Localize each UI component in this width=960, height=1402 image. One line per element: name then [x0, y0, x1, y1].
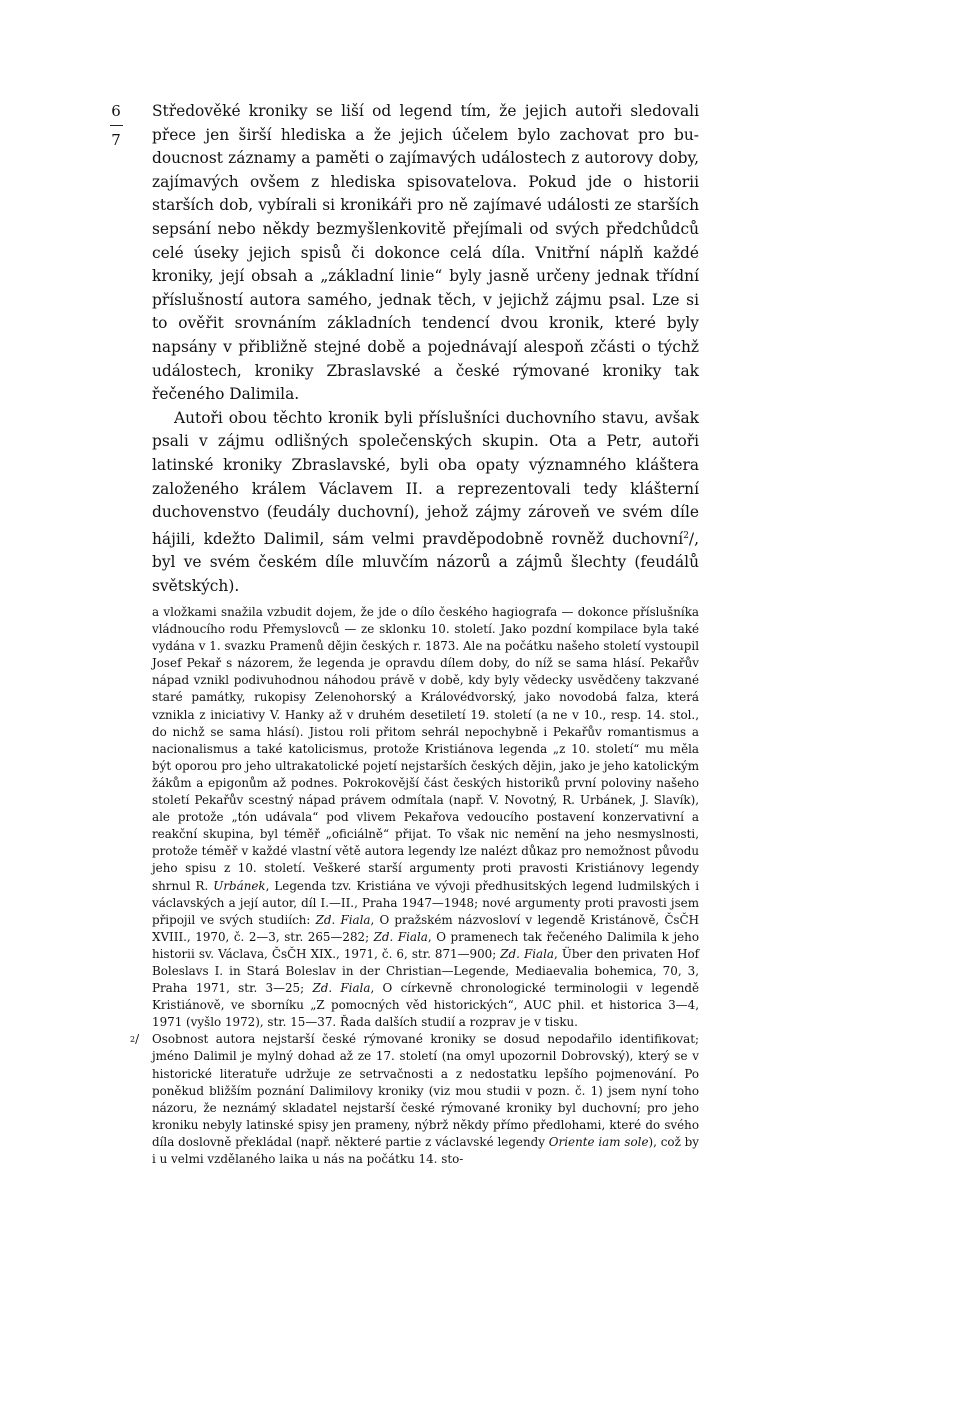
- page-number-bottom: 7: [111, 131, 121, 149]
- page-number-divider: [110, 125, 123, 126]
- footnote-1-author-fiala-3: Zd. Fiala: [500, 946, 555, 961]
- footnote-2: [130, 1031, 700, 1168]
- footnote-1-text-d: , O pramenech tak řečeného Dalimila k jeho historii sv. Václava, ČsČH XIX., 1971, č. 6, str. 871—900;: [152, 929, 699, 961]
- main-body-text: [152, 100, 699, 599]
- footnotes-section: [130, 604, 700, 1168]
- footnote-1-author-urbanek: Urbánek: [213, 878, 266, 893]
- footnote-1-text-a: a vložkami snažila vzbudit dojem, že jde o dílo českého hagiografa — dokonce příslušníka vládnoucího rodu Přemyslovců — ze sklonku 10. století. Jako pozdní kompilace byla také vydána v 1. svazku Pramenů dějin českých r. 1873. Ale na počátku našeho století vystoupil Josef Pekař s názorem, že legenda je opravdu dílem doby, do níž se sama hlásí. Pekařův nápad vznikl podivuhodnou náhodou právě v době, kdy byly vědecky usvědčeny takzvané staré památky, rukopisy Zelenohorský a Královédvorský, jako novodobá falza, která vznikla z iniciativy V. Hanky až v druhém desetiletí 19. století (a ne v 10., resp. 14. stol., do nichž se sama hlásí). Jistou roli přitom sehrál nepochybně i Pekařův romantismus a nacionalismus a také katolicismus, protože Kristiánova legenda „z 10. století“ mu měla být oporou pro jeho ultrakatolické pojetí nejstarších českých dějin, jako je jeho katolickým žákům a epigonům až podnes. Pokrokovější část českých historiků první poloviny našeho století Pekařův scestný nápad právem odmítala (např. V. Novotný, R. Urbánek, J. Slavík), ale protože „tón udávala“ pod vlivem Pekařova vedoucího postavení konzervativní a reakční skupina, byl téměř „oficiálně“ přijat. To však nic nemění na jeho nesmyslnosti, protože téměř v každé vlastní větě autora legendy lze nalézt důkaz pro nemožnost původu jeho spisu z 10. století. Veškeré starší argumenty proti pravosti Kristiánovy legendy shrnul R.: [152, 605, 699, 893]
- footnote-2-slash: /: [135, 1032, 140, 1047]
- footnote-1-text-e: , Über den privaten Hof Boleslavs I. in Stará Boleslav in der Christian—Legende, Mediaevalia bohemica, 70, 3, Praha 1971, str. 3—25;: [152, 946, 700, 996]
- footnote-2-text-b: ), což by i u velmi vzdělaného laika u nás na počátku 14. sto-: [152, 1134, 700, 1166]
- page-number-top: 6: [111, 102, 121, 120]
- footnote-1-continuation: [152, 604, 699, 1031]
- footnote-1-author-fiala-1: Zd. Fiala: [315, 912, 371, 927]
- footnote-2-legend-title: Oriente iam sole: [548, 1134, 649, 1149]
- footnote-1-text-b: , Legenda tzv. Kristiána ve vývoji předhusitských legend ludmilských i václavských a její autor, díl I.—II., Praha 1947—1948; nové argumenty proti pravosti jsem připojil ve svých studiích:: [152, 878, 699, 927]
- footnote-2-marker: [130, 1031, 139, 1048]
- footnote-reference-2: 2: [683, 530, 689, 541]
- page-number-marker: [103, 102, 129, 149]
- footnote-1-author-fiala-2: Zd. Fiala: [373, 929, 428, 944]
- body-paragraph-2-text-a: Autoři obou těchto kronik byli příslušníci duchovního stavu, avšak psali v zájmu odlišných společenských skupin. Ota a Petr, autoři latinské kroniky Zbraslavské, byli oba opaty významného kláštera založeného králem Václavem II. a reprezentovali tedy klášterní duchovenstvo (feudály duchovní), jehož zájmy zároveň ve svém díle hájili, kdežto Dalimil, sám velmi pravděpodobně rovněž duchovní: [152, 408, 699, 548]
- footnote-1-author-fiala-4: Zd. Fiala: [312, 981, 371, 996]
- footnote-2-text-a: Osobnost autora nejstarší české rýmované kroniky se dosud nepodařilo identifikovat; jméno Dalimil je mylný dohad až ze 17. století (na omyl upozornil Dobrovský), který se v historické literatuře udržuje ze setrvačnosti a z nedostatku lepšího pojmenování. Po poněkud bližším poznání Dalimilovy kroniky (viz mou studii v pozn. č. 1) jsem nyní toho názoru, že neznámý skladatel nejstarší české rýmované kroniky byl duchovní; pro jeho kroniku nebyly latinské spisy jen prameny, nýbrž někdy přímo předlohami, které do svého díla doslovně překládal (např. některé partie z václavské legendy: [152, 1032, 699, 1149]
- footnote-1-text-c: , O pražském názvosloví v legendě Kristánově, ČsČH XVIII., 1970, č. 2—3, str. 265—282;: [152, 912, 699, 944]
- footnote-1-text-f: , O církevně chronologické terminologii v legendě Kristiánově, ve sborníku „Z pomocných věd historických“, AUC phil. et historica 3—4, 1971 (vyšlo 1972), str. 15—37. Řada dalších studií a rozprav je v tisku.: [152, 981, 699, 1030]
- body-paragraph-2: [152, 407, 699, 599]
- body-paragraph-1: Středověké kroniky se liší od legend tím, že jejich autoři sledovali přece jen širší hlediska a že jejich účelem bylo zachovat pro budoucnost záznamy a paměti o zajímavých událostech z autorovy doby, zajímavých ovšem z hlediska spisovatelova. Pokud jde o historii starších dob, vybírali si kronikáři pro ně zajímavé události ze starších sepsání nebo někdy bezmyšlenkovitě přejímali od svých předchůdců celé úseky jejich spisů či dokonce celá díla. Vnitřní náplň každé kroniky, její obsah a „základní linie“ byly jasně určeny jednak třídní příslušností autora samého, jednak těch, v jejichž zájmu psal. Lze si to ověřit srovnáním základních tendencí dvou kronik, které byly napsány v přibližně stejné době a pojednávají alespoň zčásti o týchž událostech, kroniky Zbraslavské a české rýmované kroniky tak řečeného Dalimila.: [152, 102, 699, 404]
- body-paragraph-2-text-b: /, byl ve svém českém díle mluvčím názorů a zájmů šlechty (feudálů světských).: [152, 529, 699, 595]
- footnote-2-number: 2: [130, 1035, 136, 1045]
